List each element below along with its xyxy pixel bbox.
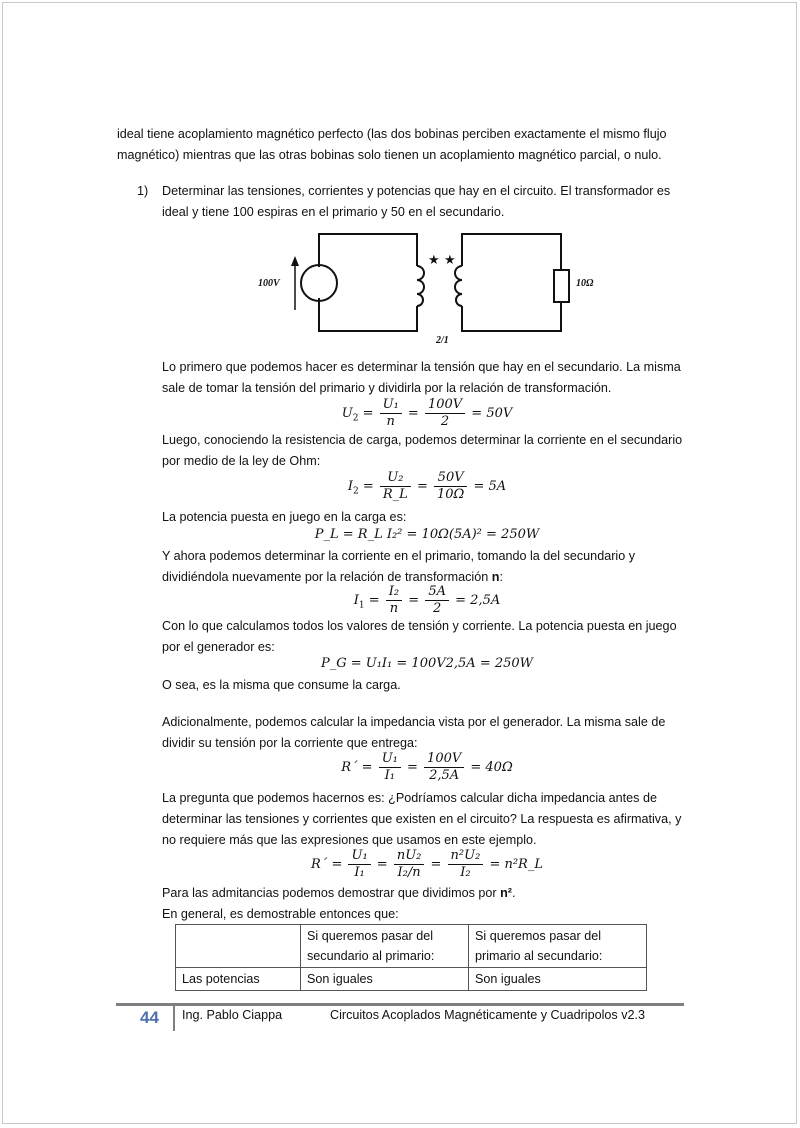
eq-lhs: R´ [311,857,328,872]
load-label: 10Ω [576,278,594,289]
secondary-coil-icon [455,266,462,306]
numerator: U₁ [348,848,370,865]
resistor-icon [554,270,569,302]
p5-line-1: Con lo que calculamos todos los valores de tensión y corriente. La potencia puesta en juego [162,619,677,633]
eq-lhs-sub: 1 [358,600,365,611]
summary-table [175,924,647,991]
eq-result: = 5A [473,479,507,494]
p7-line-2: dividir su tensión por la corriente que entrega: [162,736,418,750]
paragraph-5 [162,616,692,658]
transformer-circuit-svg [250,228,610,348]
page-number: 44 [140,1008,159,1027]
eq-lhs-sub: 2 [352,486,359,497]
eq-text: P_G = U₁I₁ = 100V2,5A = 250W [320,656,534,671]
equation-pl [162,527,692,542]
fraction [425,584,449,617]
eq-result: = 40Ω [470,760,513,775]
eq-lhs: R´ [341,760,358,775]
intro-paragraph [117,124,687,166]
denominator: 2 [433,601,442,616]
intro-line-1: ideal tiene acoplamiento magnético perfecto (las dos bobinas perciben exactamente el mismo flujo [117,127,667,141]
exercise-number: 1) [137,184,149,198]
numerator: nU₂ [394,848,425,865]
voltage-source-icon [301,265,337,301]
source-label: 100V [258,278,280,289]
equation-pg [162,656,692,671]
table-cell: Son iguales [469,968,647,991]
denominator: 2 [440,414,450,429]
table-header-cell [176,925,301,968]
intro-line-2: magnético) mientras que las otras bobinas solo tienen un acoplamiento magnético parcial, o nulo. [117,148,662,162]
p8-line-3: no requiere más que las expresiones que usamos en este ejemplo. [162,833,537,847]
numerator: I₂ [386,584,402,601]
p5-line-2: por el generador es: [162,640,275,654]
footer-divider [116,1003,684,1006]
dot-marker-primary: ★ [428,252,440,267]
fraction [380,470,411,503]
table-header-row [176,925,647,968]
paragraph-2 [162,430,692,472]
p8-line-1: La pregunta que podemos hacernos es: ¿Podríamos calcular dicha impedancia antes de [162,791,657,805]
equation-r1: R´ = $\frac{\text{U₁}}{\text{I₁}}$ = $\frac{100V}{2,5A}$ = 40Ω [341,751,513,783]
numerator: 100V [424,751,464,768]
fraction [394,848,425,881]
table-header-cell: Si queremos pasar del primario al secundario: [469,925,647,968]
equation-i1: $I_1$ = $\frac{\text{I₂}}{n}$ = $\frac{5A}{2}$ = 2,5A [353,584,501,616]
p4-line-1: Y ahora podemos determinar la corriente en el primario, tomando la del secundario y [162,549,635,563]
fraction [434,470,467,503]
p8-line-2: determinar las tensiones y corrientes que existen en el circuito? La respuesta es afirmativa, y [162,812,682,826]
numerator: U₁ [379,751,401,768]
fraction [424,751,464,784]
footer-document-title: Circuitos Acoplados Magnéticamente y Cuadripolos v2.3 [330,1008,646,1022]
p1-line-1: Lo primero que podemos hacer es determinar la tensión que hay en el secundario. La misma [162,360,681,374]
equation-i2: $I_2$ = $\frac{\text{U₂}}{R\_L}$ = $\frac{50V}{10\Omega}$ = 5A [347,470,507,502]
p4-end: : [499,570,503,584]
eq-lhs: U [341,406,353,421]
arrow-up-icon [291,256,299,266]
numerator: 50V [434,470,467,487]
exercise-line-2: ideal y tiene 100 espiras en el primario y 50 en el secundario. [162,205,505,219]
paragraph-1 [162,357,692,399]
numerator: U₁ [380,397,402,414]
circuit-diagram [250,228,610,348]
equation-r2: R´ = $\frac{\text{U₁}}{\text{I₁}}$ = $\frac{\text{nU₂}}{\text{I₂/n}}$ = $\frac{\text{n²U₂}}{\text{I₂}}$ = n²R_L [311,848,543,880]
footer-author: Ing. Pablo Ciappa [182,1008,283,1022]
denominator: I₂ [460,865,471,880]
p9-end: . [512,886,516,900]
eq-lhs: I [353,593,359,608]
eq-lhs: I [347,479,353,494]
denominator: 10Ω [436,487,465,502]
p2-line-1: Luego, conociendo la resistencia de carga, podemos determinar la corriente en el secundario [162,433,683,447]
numerator: 100V [425,397,465,414]
fraction [425,397,465,430]
denominator: R_L [382,487,408,502]
p6-line: O sea, es la misma que consume la carga. [162,678,401,692]
eq-text: P_L = R_L I₂² = 10Ω(5A)² = 250W [314,527,540,542]
paragraph-7 [162,712,692,754]
denominator: I₁ [354,865,365,880]
fraction [380,397,402,430]
denominator: I₁ [384,768,395,783]
paragraph-3 [162,507,692,528]
table-cell: Son iguales [301,968,469,991]
eq-result: = n²R_L [489,857,543,872]
numerator: U₂ [380,470,411,487]
denominator: n [389,601,399,616]
denominator: 2,5A [429,768,460,783]
fraction [379,751,401,784]
paragraph-9 [162,883,692,925]
p4-text: dividiéndola nuevamente por la relación de transformación [162,570,492,584]
denominator: n [386,414,395,429]
table-cell: Las potencias [176,968,301,991]
paragraph-8 [162,788,692,851]
p3-line: La potencia puesta en juego en la carga es: [162,510,407,524]
paragraph-4 [162,546,692,588]
ratio-label: 2/1 [436,335,449,346]
p9-text: Para las admitancias podemos demostrar que dividimos por [162,886,501,900]
eq-result: = 50V [471,406,513,421]
denominator: I₂/n [397,865,421,880]
eq-lhs-sub: 2 [352,413,359,424]
p4-bold: n [491,570,500,584]
paragraph-6 [162,675,692,696]
p2-line-2: por medio de la ley de Ohm: [162,454,321,468]
equation-u2: $U_2$ = $\frac{\text{U₁}}{n}$ = $\frac{100V}{2}$ = 50V [341,397,513,429]
p9-line [162,883,692,904]
fraction [448,848,484,881]
footer-vertical-divider [173,1005,175,1031]
dot-marker-secondary: ★ [444,252,456,267]
table-row [176,968,647,991]
p10-line: En general, es demostrable entonces que: [162,907,399,921]
p7-line-1: Adicionalmente, podemos calcular la impedancia vista por el generador. La misma sale de [162,715,666,729]
p1-line-2: sale de tomar la tensión del primario y dividirla por la relación de transformación. [162,381,612,395]
fraction [386,584,402,617]
eq-result: = 2,5A [455,593,501,608]
table-header-cell: Si queremos pasar del secundario al primario: [301,925,469,968]
p9-bold: n² [500,886,512,900]
numerator: 5A [425,584,449,601]
primary-coil-icon [417,266,424,306]
exercise-line-1: Determinar las tensiones, corrientes y potencias que hay en el circuito. El transformador es [162,184,671,198]
numerator: n²U₂ [448,848,484,865]
fraction [348,848,370,881]
